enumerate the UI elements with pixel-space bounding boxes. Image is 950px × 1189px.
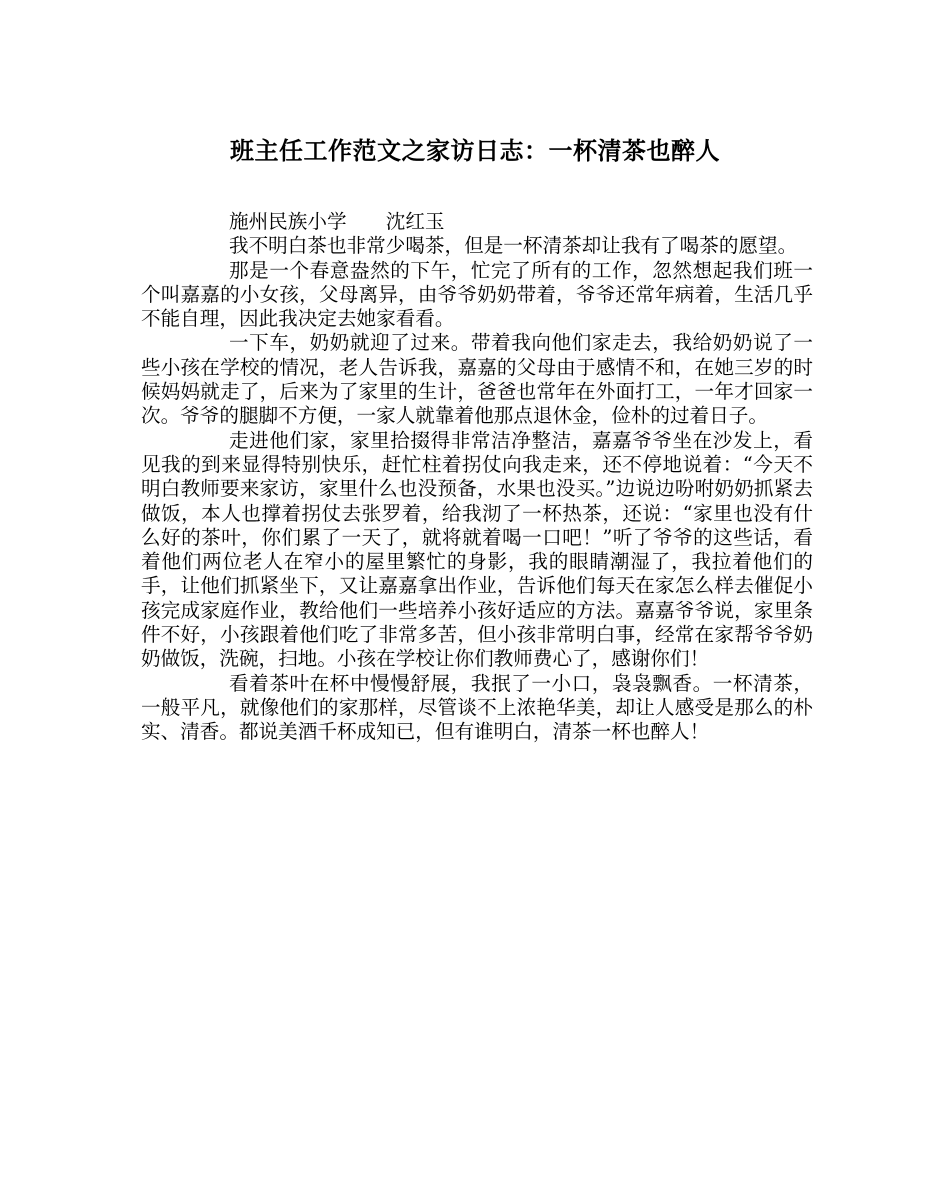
document-title: 班主任工作范文之家访日志：一杯清茶也醉人	[230, 136, 720, 165]
author-line: 施州民族小学 沈红玉	[229, 210, 445, 233]
paragraph-5: 看着茶叶在杯中慢慢舒展，我抿了一小口，袅袅飘香。一杯清茶，一般平凡，就像他们的家那样，尽管谈不上浓艳华美，却让人感受是那么的朴实、清香。都说美酒千杯成知已，但有谁明白，清茶一杯也醉人！	[141, 671, 813, 744]
document-body	[141, 210, 813, 745]
paragraph-2: 那是一个春意盎然的下午，忙完了所有的工作，忽然想起我们班一个叫嘉嘉的小女孩，父母离异，由爷爷奶奶带着，爷爷还常年病着，生活几乎不能自理，因此我决定去她家看看。	[141, 258, 813, 331]
paragraph-1: 我不明白茶也非常少喝茶，但是一杯清茶却让我有了喝茶的愿望。	[229, 234, 798, 258]
paragraph-3: 一下车，奶奶就迎了过来。带着我向他们家走去，我给奶奶说了一些小孩在学校的情况，老人告诉我，嘉嘉的父母由于感情不和，在她三岁的时候妈妈就走了，后来为了家里的生计，爸爸也常年在外面打工，一年才回家一次。爷爷的腿脚不方便，一家人就靠着他那点退休金，俭朴的过着日子。	[141, 331, 813, 428]
paragraph-4: 走进他们家，家里拾掇得非常洁净整洁，嘉嘉爷爷坐在沙发上，看见我的到来显得特别快乐，赶忙柱着拐仗向我走来，还不停地说着：“今天不明白教师要来家访，家里什么也没预备，水果也没买。”边说边吩咐奶奶抓紧去做饭，本人也撑着拐仗去张罗着，给我沏了一杯热茶，还说：“家里也没有什么好的茶叶，你们累了一天了，就将就着喝一口吧！”听了爷爷的这些话，看着他们两位老人在窄小的屋里繁忙的身影，我的眼睛潮湿了，我拉着他们的手，让他们抓紧坐下，又让嘉嘉拿出作业，告诉他们每天在家怎么样去催促小孩完成家庭作业，教给他们一些培养小孩好适应的方法。嘉嘉爷爷说，家里条件不好，小孩跟着他们吃了非常多苦，但小孩非常明白事，经常在家帮爷爷奶奶做饭，洗碗，扫地。小孩在学校让你们教师费心了，感谢你们！	[141, 428, 813, 671]
